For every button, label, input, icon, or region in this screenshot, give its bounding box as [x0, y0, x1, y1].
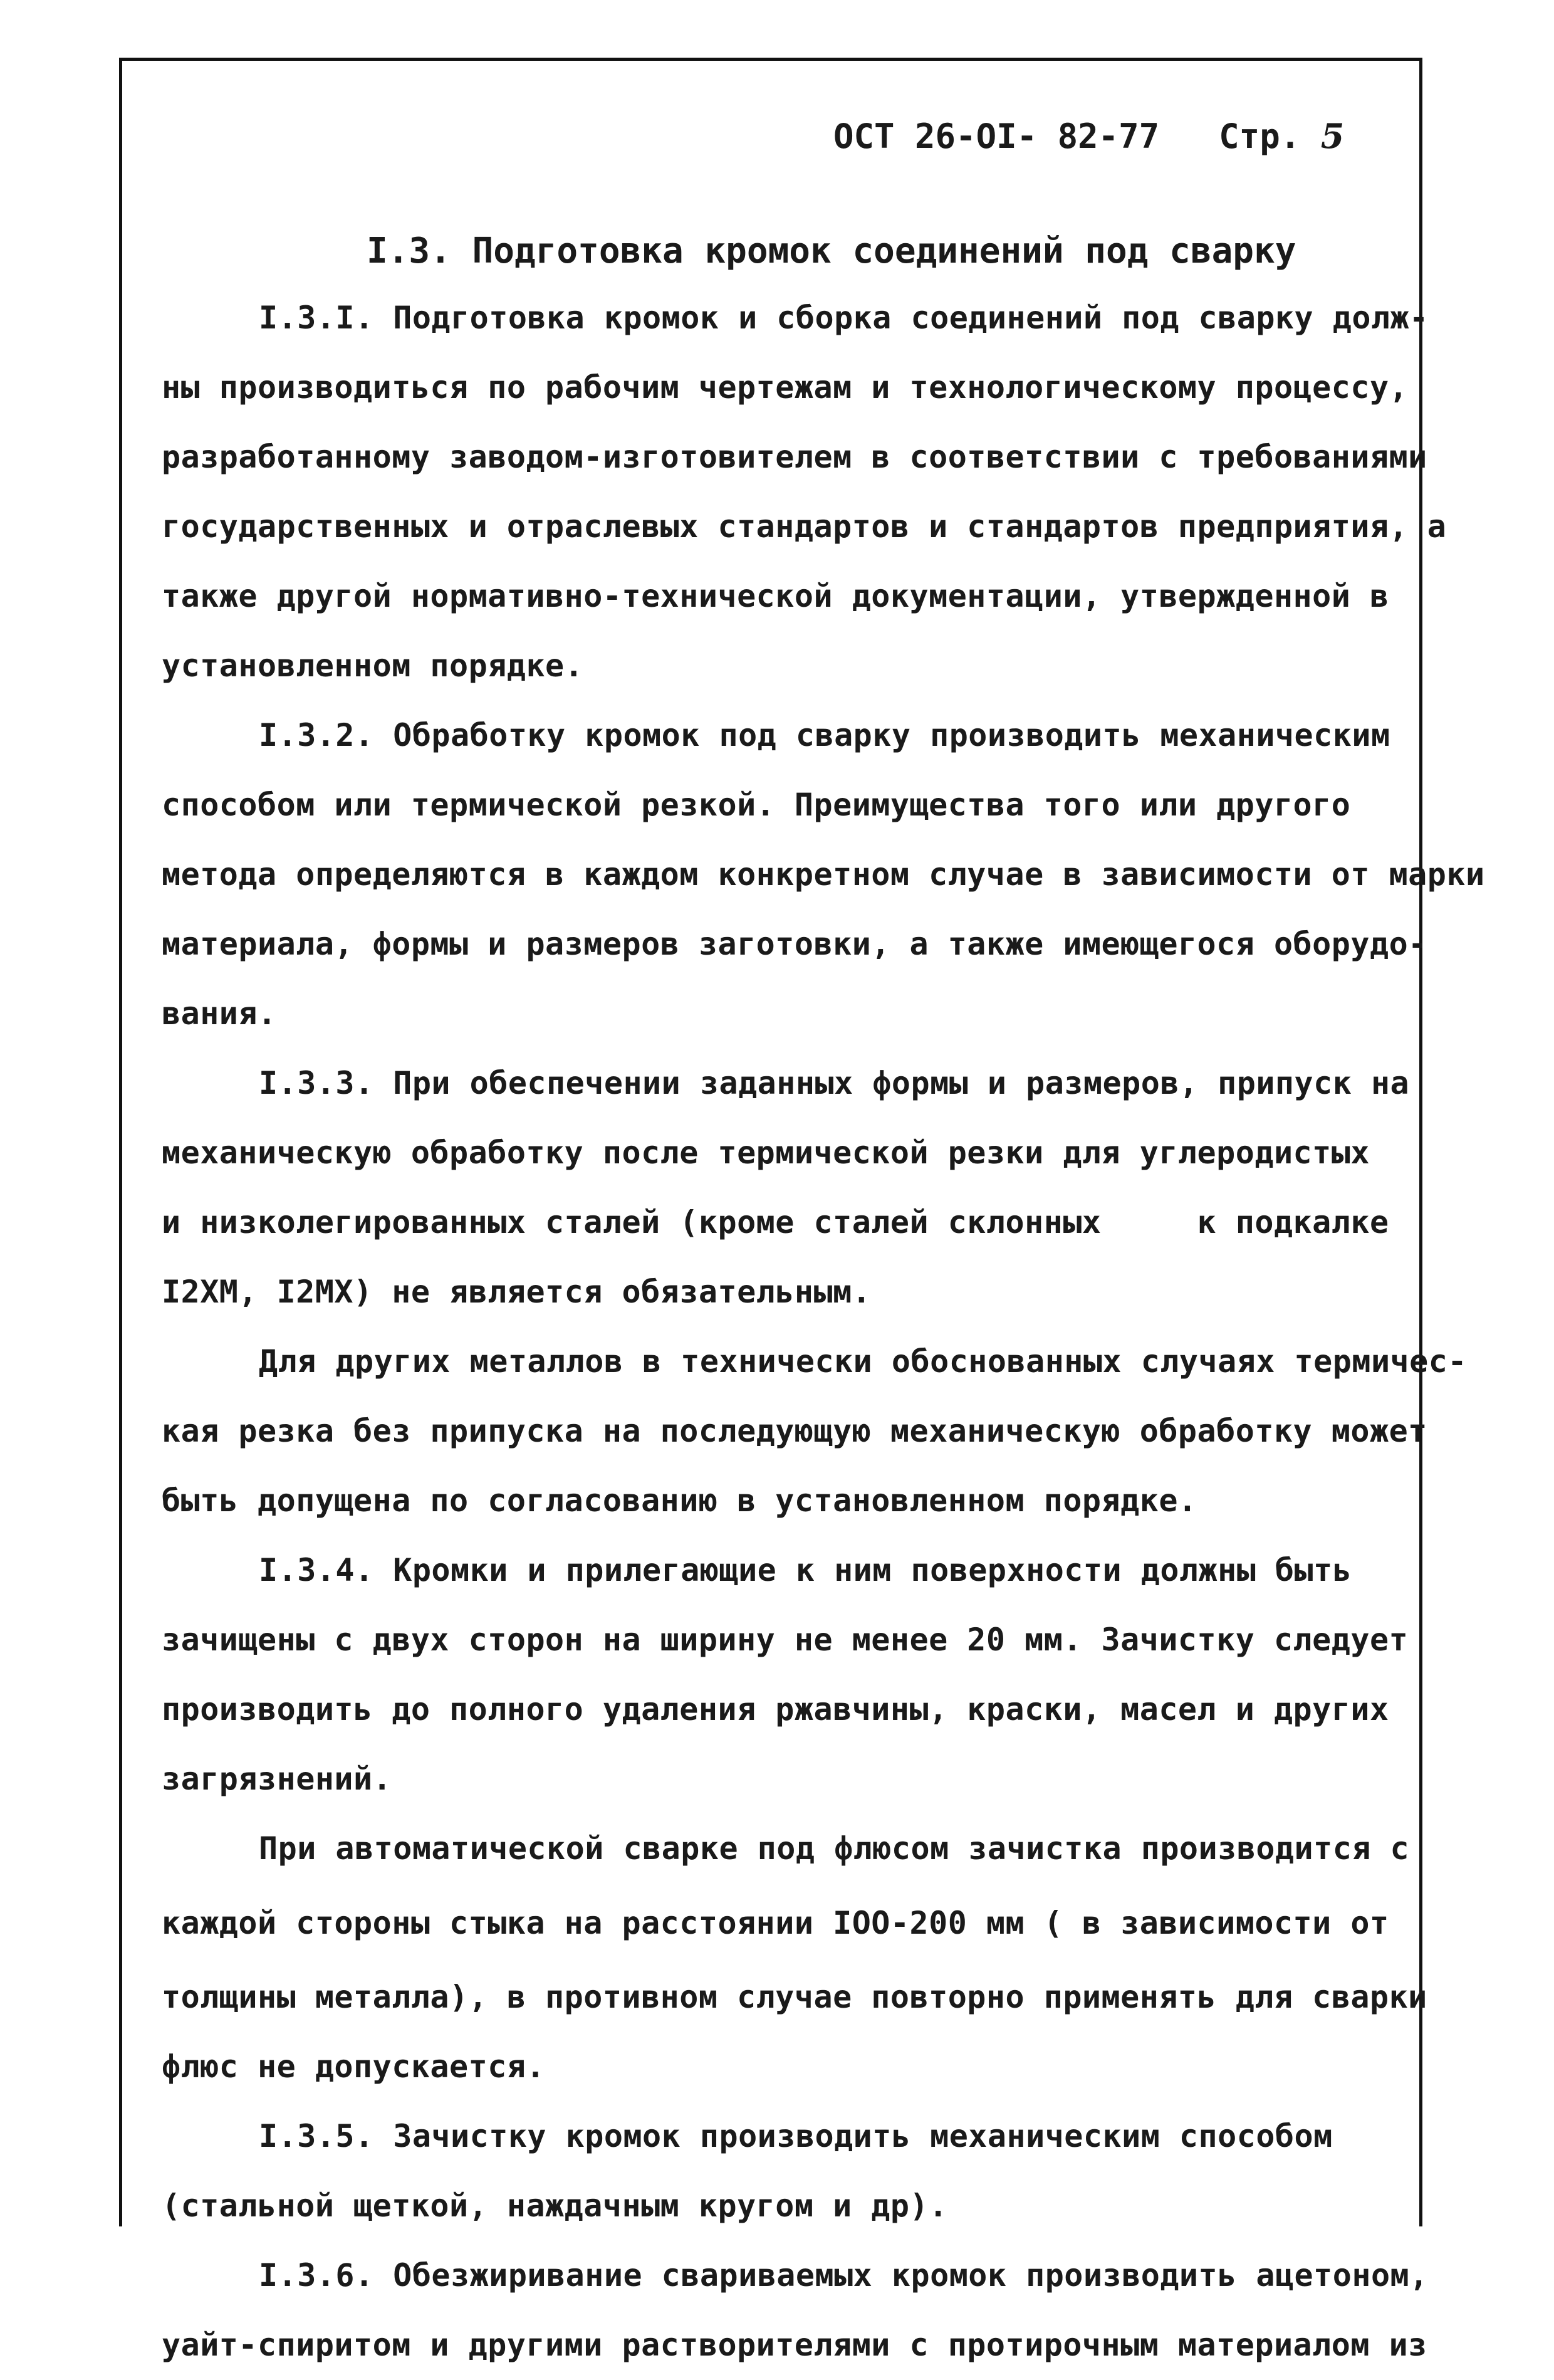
text-line: толщины металла), в противном случае повторно применять для сварки — [162, 1979, 1427, 2015]
text-line: вания. — [162, 995, 277, 1032]
text-line: разработанному заводом-изготовителем в соответствии с требованиями — [162, 439, 1427, 475]
page-number: 5 — [1320, 116, 1345, 156]
text-line: загрязнений. — [162, 1761, 392, 1797]
text-line: уайт-спиритом и другими растворителями с протирочным материалом из — [162, 2327, 1427, 2363]
section-title: I.3. Подготовка кромок соединений под сварку — [367, 231, 1296, 271]
text-line: производить до полного удаления ржавчины, краски, масел и других — [162, 1691, 1389, 1727]
text-line: и низколегированных сталей (кроме сталей склонных к подкалке — [162, 1204, 1389, 1240]
document-code: ОСТ 26-OI- 82-77 — [833, 117, 1160, 156]
text-line: I.3.3. При обеспечении заданных формы и размеров, припуск на — [259, 1065, 1410, 1101]
text-line: флюс не допускается. — [162, 2048, 546, 2085]
document-body — [162, 283, 1485, 2380]
text-line: также другой нормативно-технической документации, утвержденной в — [162, 578, 1389, 614]
text-line: быть допущена по согласованию в установленном порядке. — [162, 1482, 1197, 1519]
text-line: зачищены с двух сторон на ширину не менее 20 мм. Зачистку следует — [162, 1622, 1409, 1658]
page-number-label — [1219, 116, 1344, 156]
text-line: механическую обработку после термической резки для углеродистых — [162, 1135, 1370, 1171]
text-line: (стальной щеткой, наждачным кругом и др). — [162, 2188, 948, 2224]
text-line: I.3.4. Кромки и прилегающие к ним поверхности должны быть — [259, 1552, 1352, 1588]
text-line: I.3.6. Обезжиривание свариваемых кромок производить ацетоном, — [259, 2257, 1429, 2294]
text-line: I.3.5. Зачистку кромок производить механическим способом — [259, 2118, 1333, 2154]
text-line: Для других металлов в технически обоснованных случаях термичес- — [259, 1343, 1467, 1380]
text-line: При автоматической сварке под флюсом зачистка производится с — [259, 1830, 1410, 1867]
text-line: каждой стороны стыка на расстоянии IOO-200 мм ( в зависимости от — [162, 1905, 1389, 1941]
text-line: государственных и отраслевых стандартов и стандартов предприятия, а — [162, 508, 1447, 545]
text-line: метода определяются в каждом конкретном случае в зависимости от марки — [162, 856, 1485, 893]
page-label: Стр. — [1219, 117, 1301, 156]
text-line: установленном порядке. — [162, 647, 584, 684]
text-line: I.3.I. Подготовка кромок и сборка соединений под сварку долж- — [259, 300, 1429, 336]
text-line: I.3.2. Обработку кромок под сварку производить механическим — [259, 717, 1390, 753]
text-line: кая резка без припуска на последующую механическую обработку может — [162, 1413, 1427, 1449]
text-line: материала, формы и размеров заготовки, а также имеющегося оборудо- — [162, 926, 1427, 962]
page-header — [833, 116, 1344, 156]
text-line: способом или термической резкой. Преимущества того или другого — [162, 787, 1351, 823]
text-line: ны производиться по рабочим чертежам и технологическому процессу, — [162, 369, 1409, 406]
text-line: I2ХМ, I2МХ) не является обязательным. — [162, 1274, 872, 1310]
